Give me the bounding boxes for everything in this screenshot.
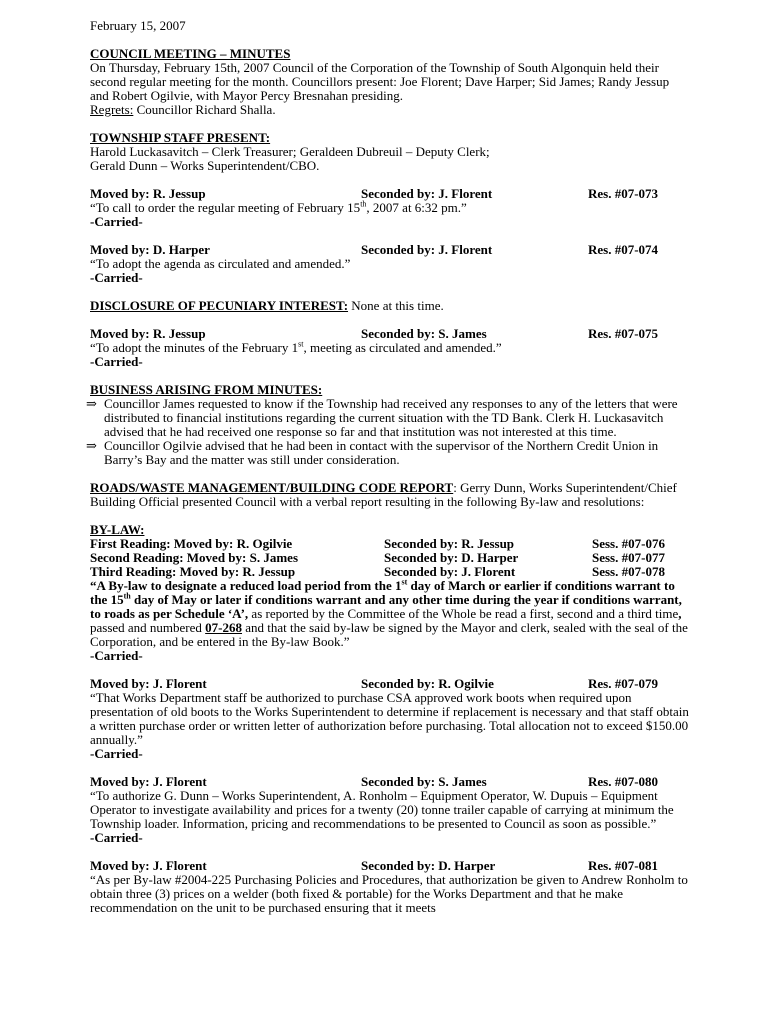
moved-by: Moved by: J. Florent xyxy=(90,676,207,691)
arrow-bullet-icon: ⇒ xyxy=(86,438,97,453)
bylaw-heading: BY-LAW: xyxy=(90,522,145,537)
seconded-by: Seconded by: S. James xyxy=(361,326,487,341)
reading-row: Second Reading: Moved by: S. James Seconded by: D. Harper Sess. #07-077 xyxy=(90,550,665,565)
moved-by: Moved by: R. Jessup xyxy=(90,186,206,201)
resolution-number: Res. #07-080 xyxy=(588,774,659,789)
carried-074: -Carried- xyxy=(90,270,143,285)
seconded-by: Seconded by: J. Florent xyxy=(361,242,493,257)
carried-073: -Carried- xyxy=(90,214,143,229)
intro-paragraph: On Thursday, February 15th, 2007 Council of the Corporation of the Township of South Algonquin held their second regular meeting for the month. Councillors present: Joe Florent; Dave Harper; Sid James; Randy Jessup and Robert Ogilvie, with Mayor Percy Bresnahan presiding. xyxy=(90,60,670,103)
motion-header-075 xyxy=(90,327,690,341)
bylaw-number: 07-268 xyxy=(205,620,243,635)
carried-079: -Carried- xyxy=(90,746,143,761)
meeting-heading: COUNCIL MEETING – MINUTES xyxy=(90,46,291,61)
motion-header-079 xyxy=(90,677,690,691)
staff-line-1: Harold Luckasavitch – Clerk Treasurer; Geraldeen Dubreuil – Deputy Clerk; xyxy=(90,144,490,159)
disclosure-heading: DISCLOSURE OF PECUNIARY INTEREST: xyxy=(90,298,349,313)
resolution-number: Res. #07-075 xyxy=(588,326,659,341)
bullet-item xyxy=(86,438,690,467)
resolution-number: Res. #07-073 xyxy=(588,186,659,201)
arrow-bullet-icon: ⇒ xyxy=(86,396,97,411)
resolution-number: Res. #07-079 xyxy=(588,676,659,691)
resolution-number: Res. #07-074 xyxy=(588,242,659,257)
resolution-number: Res. #07-081 xyxy=(588,858,659,873)
disclosure-line xyxy=(90,299,690,313)
motion-header-081 xyxy=(90,859,690,873)
regrets-line xyxy=(90,103,690,117)
bullet-text: Councillor Ogilvie advised that he had been in contact with the supervisor of the Northern Credit Union in Barry’s Bay and the matter was still under consideration. xyxy=(104,438,659,467)
motion-header-073 xyxy=(90,187,690,201)
staff-heading: TOWNSHIP STAFF PRESENT: xyxy=(90,130,271,145)
staff-line-2: Gerald Dunn – Works Superintendent/CBO. xyxy=(90,158,320,173)
motion-text-081: “As per By-law #2004-225 Purchasing Policies and Procedures, that authorization be given to Andrew Ronholm to obtain three (3) prices on a welder (both fixed & portable) for the Works Department and that he make recommendation on the unit to be purchased ensuring that it meets xyxy=(90,872,688,915)
motion-text-073: “To call to order the regular meeting of February 15th, 2007 at 6:32 pm.” xyxy=(90,199,467,215)
reading-row: Third Reading: Moved by: R. Jessup Seconded by: J. Florent Sess. #07-078 xyxy=(90,564,665,579)
roads-heading: ROADS/WASTE MANAGEMENT/BUILDING CODE REPORT xyxy=(90,480,454,495)
moved-by: Moved by: R. Jessup xyxy=(90,326,206,341)
motion-text-079: “That Works Department staff be authorized to purchase CSA approved work boots when required upon presentation of old boots to the Works Superintendent to determine if replacement is necessary and that staff obtain a written purchase order or written letter of authorization before purchasing. Total allocation not to exceed $150.00 annually.” xyxy=(90,690,689,747)
motion-text-080: “To authorize G. Dunn – Works Superintendent, A. Ronholm – Equipment Operator, W. Dupuis – Equipment Operator to investigate availability and prices for a twenty (20) tonne trailer capable of carrying at minimum the Township loader. Information, pricing and recommendations to be presented to Council as soon as possible.” xyxy=(90,788,674,831)
seconded-by: Seconded by: J. Florent xyxy=(361,186,493,201)
bullet-item xyxy=(86,396,690,439)
disclosure-text: None at this time. xyxy=(348,298,444,313)
seconded-by: Seconded by: D. Harper xyxy=(361,858,496,873)
seconded-by: Seconded by: R. Ogilvie xyxy=(361,676,494,691)
carried-075: -Carried- xyxy=(90,354,143,369)
reading-row: First Reading: Moved by: R. Ogilvie Seconded by: R. Jessup Sess. #07-076 xyxy=(90,536,665,551)
roads-text: : Gerry Dunn, Works Superintendent/Chief Building Official presented Council with a verbal report resulting in the following By-law and resolutions: xyxy=(90,480,677,509)
motion-text-074: “To adopt the agenda as circulated and amended.” xyxy=(90,256,351,271)
carried-bylaw: -Carried- xyxy=(90,648,143,663)
moved-by: Moved by: D. Harper xyxy=(90,242,210,257)
regrets-text: Councillor Richard Shalla. xyxy=(133,102,276,117)
bullet-text: Councillor James requested to know if the Township had received any responses to any of the letters that were distributed to financial institutions regarding the current situation with the TD Bank. Clerk H. Luckasavitch advised that he had received one response so far and that institution was not interested at this time. xyxy=(104,396,678,439)
motion-header-080 xyxy=(90,775,690,789)
carried-080: -Carried- xyxy=(90,830,143,845)
document-date: February 15, 2007 xyxy=(90,18,186,33)
moved-by: Moved by: J. Florent xyxy=(90,858,207,873)
regrets-label: Regrets: xyxy=(90,102,134,117)
roads-report xyxy=(90,481,690,509)
motion-header-074 xyxy=(90,243,690,257)
moved-by: Moved by: J. Florent xyxy=(90,774,207,789)
business-heading: BUSINESS ARISING FROM MINUTES: xyxy=(90,382,323,397)
motion-text-075: “To adopt the minutes of the February 1st, meeting as circulated and amended.” xyxy=(90,339,502,355)
seconded-by: Seconded by: S. James xyxy=(361,774,487,789)
bylaw-text: “A By-law to designate a reduced load period from the 1st day of March or earlier if conditions warrant to the 15th day of May or later if conditions warrant and any other time during the year if conditions warrant, to roads as per Schedule ‘A’, as reported by the Committee of the Whole be read a first, second and a third time, passed and numbered 07-268 and that the said by-law be signed by the Mayor and clerk, sealed with the seal of the Corporation, and be entered in the By-law Book.” xyxy=(90,577,688,649)
minutes-page xyxy=(86,18,690,915)
